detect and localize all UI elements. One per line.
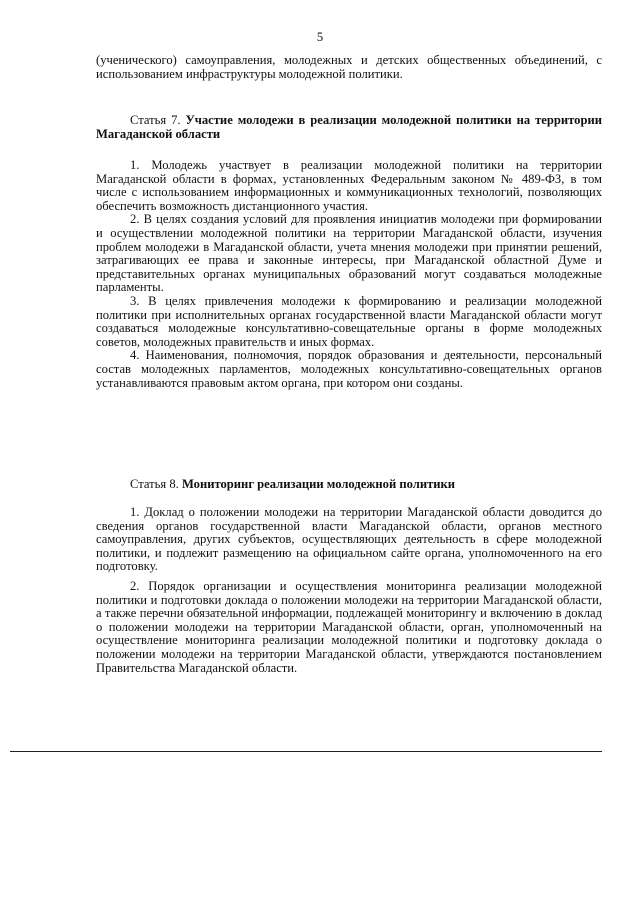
article-8-title: Мониторинг реализации молодежной политики xyxy=(181,477,456,491)
article-7-paragraph-2: 2. В целях создания условий для проявления инициатив молодежи при формировании и осуществлении молодежной политики на территории Магаданской области, изучения проблем молодежи в Магаданской области, учета мнения молодежи при принятии решений, затрагивающих ее права и законные интересы, при Магаданской областной Думе и представительных органах муниципальных образований могут создаваться молодежные парламенты. xyxy=(96,212,602,295)
article-8-heading xyxy=(96,478,602,492)
article-7-paragraph-4: 4. Наименования, полномочия, порядок образования и деятельности, персональный состав молодежных парламентов, молодежных консультативно-совещательных органов устанавливаются правовым актом органа, при котором они созданы. xyxy=(96,348,602,390)
intro-paragraph: (ученического) самоуправления, молодежных и детских общественных объединений, с использованием инфраструктуры молодежной политики. xyxy=(96,53,602,81)
article-7-number: Статья 7. xyxy=(130,113,181,127)
article-7-body xyxy=(96,159,602,390)
article-7-paragraph-1: 1. Молодежь участвует в реализации молодежной политики на территории Магаданской области в формах, установленных Федеральным законом № 489-ФЗ, в том числе с использованием информационных и коммуникационных технологий, позволяющих обеспечить возможность дистанционного участия. xyxy=(96,158,602,213)
intro-paragraph-block xyxy=(96,54,602,81)
article-8-paragraph-1: 1. Доклад о положении молодежи на территории Магаданской области доводится до сведения органов государственной власти Магаданской области, органов местного самоуправления, других субъектов, осуществляющих деятельность в сфере молодежной политики, и подлежит размещению на официальном сайте органа, уполномоченного на его подготовку. xyxy=(96,505,602,574)
article-7-heading xyxy=(96,114,602,141)
page-number: 5 xyxy=(316,30,324,44)
article-7-paragraph-3: 3. В целях привлечения молодежи к формированию и реализации молодежной политики при исполнительных органах государственной власти Магаданской области могут создаваться молодежные консультативно-совещательные органы в форме молодежных советов, молодежных правительств и иных формах. xyxy=(96,293,602,349)
article-8-paragraph-2: 2. Порядок организации и осуществления мониторинга реализации молодежной политики и подготовки доклада о положении молодежи на территории Магаданской области, а также перечни обязательной информации, подлежащей мониторингу и включению в доклад о положении молодежи на территории Магаданской области, орган, уполномоченный на осуществление мониторинга реализации молодежной политики и подготовку доклада о положении молодежи на территории Магаданской области, утверждаются постановлением Правительства Магаданской области. xyxy=(96,578,602,675)
article-7-title: Участие молодежи в реализации молодежной политики на территории Магаданской области xyxy=(96,113,602,141)
article-8-body xyxy=(96,506,602,675)
article-8-number: Статья 8. xyxy=(130,477,179,491)
footer-rule xyxy=(10,751,602,752)
